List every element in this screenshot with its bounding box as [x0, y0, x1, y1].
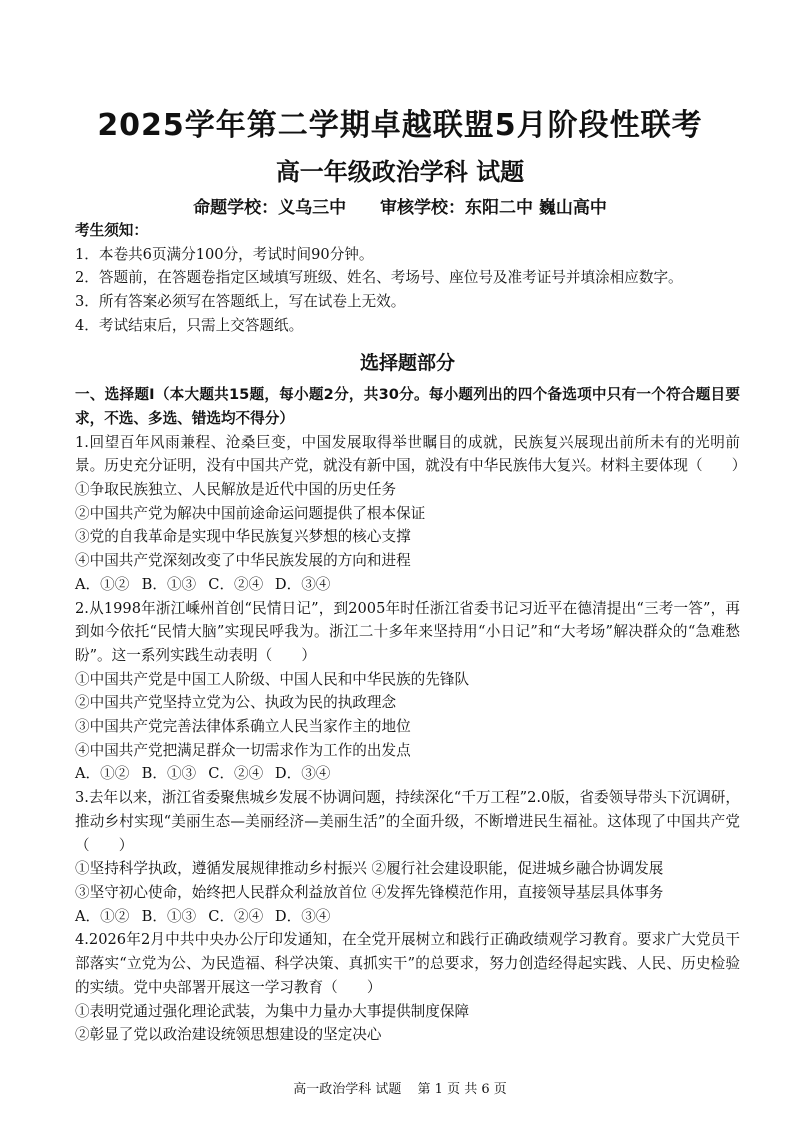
question-1-options — [75, 573, 740, 597]
question-1-statement: ②中国共产党为解决中国前途命运问题提供了根本保证 — [75, 504, 426, 522]
question-4-stem: 4.2026年2月中共中央办公厅印发通知，在全党开展树立和践行正确政绩观学习教育。要求广大党员干部落实“立党为公、为民造福、科学决策、真抓实干”的总要求，努力创造经得起实践、人民、历史检验的实绩。党中央部署开展这一学习教育（ ） — [75, 931, 740, 996]
option-b: B．①③ — [141, 765, 197, 783]
option-c: C．②④ — [208, 765, 264, 783]
section-title: 选择题部分 — [359, 351, 455, 374]
notice-heading: 考生须知： — [75, 222, 148, 239]
option-d: D．③④ — [274, 575, 331, 593]
option-d: D．③④ — [274, 765, 331, 783]
footer-page-number: 第 1 页 共 6 页 — [417, 1082, 507, 1097]
question-1-stem: 1.回望百年风雨兼程、沧桑巨变，中国发展取得举世瞩目的成就，民族复兴展现出前所未有的光明前景。历史充分证明，没有中国共产党，就没有新中国，就没有中华民族伟大复兴。材料主要体现（ ） — [75, 433, 747, 475]
question-2-statement: ③中国共产党完善法律体系确立人民当家作主的地位 — [75, 718, 411, 736]
option-b: B．①③ — [141, 575, 197, 593]
question-2-stem: 2.从1998年浙江嵊州首创“民情日记”，到2005年时任浙江省委书记习近平在德清提出“三考一答”，再到如今依托“民情大脑”实现民呼我为。浙江二十多年来坚持用“小日记”和“大考场”解决群众的“急难愁盼”。这一系列实践生动表明（ ） — [75, 599, 740, 664]
page-footer — [0, 1078, 800, 1097]
setter-school: 命题学校：义乌三中 — [193, 198, 347, 218]
reviewer-school: 审核学校：东阳二中 巍山高中 — [380, 198, 607, 218]
school-info — [0, 193, 800, 218]
notice-item: 2．答题前，在答题卷指定区域填写班级、姓名、考场号、座位号及准考证号并填涂相应数字。 — [75, 269, 683, 287]
question-2-options — [75, 762, 740, 786]
option-a: A．①② — [75, 765, 130, 783]
option-d: D．③④ — [274, 907, 331, 925]
exam-title: 2025学年第二学期卓越联盟5月阶段性联考 — [97, 108, 703, 143]
question-4-statement: ①表明党通过强化理论武装，为集中力量办大事提供制度保障 — [75, 1002, 470, 1020]
question-3-statement: ①坚持科学执政，遵循发展规律推动乡村振兴 ②履行社会建设职能，促进城乡融合协调发展 — [75, 860, 664, 878]
question-3-stem: 3.去年以来，浙江省委聚焦城乡发展不协调问题，持续深化“千万工程”2.0版，省委领导带头下沉调研，推动乡村实现“美丽生态—美丽经济—美丽生活”的全面升级，不断增进民生福祉。这体现了中国共产党（ ） — [75, 789, 740, 854]
option-b: B．①③ — [141, 907, 197, 925]
notice-item: 1．本卷共6页满分100分，考试时间90分钟。 — [75, 245, 374, 263]
question-1-statement: ③党的自我革命是实现中华民族复兴梦想的核心支撑 — [75, 528, 411, 546]
question-4-statement: ②彰显了党以政治建设统领思想建设的坚定决心 — [75, 1026, 382, 1044]
exam-subtitle: 高一年级政治学科 试题 — [275, 158, 525, 186]
exam-body — [75, 219, 747, 1047]
question-2-statement: ④中国共产党把满足群众一切需求作为工作的出发点 — [75, 741, 411, 759]
footer-subject: 高一政治学科 试题 — [293, 1082, 402, 1097]
question-1-statement: ①争取民族独立、人民解放是近代中国的历史任务 — [75, 481, 397, 499]
section-instruction: 一、选择题Ⅰ（本大题共15题，每小题2分，共30分。每小题列出的四个备选项中只有一个符合题目要求，不选、多选、错选均不得分） — [75, 386, 740, 427]
question-2-statement: ②中国共产党坚持立党为公、执政为民的执政理念 — [75, 694, 397, 712]
question-1-statement: ④中国共产党深刻改变了中华民族发展的方向和进程 — [75, 552, 411, 570]
notice-item: 4．考试结束后，只需上交答题纸。 — [75, 316, 304, 334]
option-a: A．①② — [75, 907, 130, 925]
option-a: A．①② — [75, 575, 130, 593]
option-c: C．②④ — [208, 907, 264, 925]
notice-item: 3．所有答案必须写在答题纸上，写在试卷上无效。 — [75, 293, 406, 311]
option-c: C．②④ — [208, 575, 264, 593]
question-3-options — [75, 905, 740, 929]
question-2-statement: ①中国共产党是中国工人阶级、中国人民和中华民族的先锋队 — [75, 670, 470, 688]
question-3-statement: ③坚守初心使命，始终把人民群众利益放首位 ④发挥先锋模范作用，直接领导基层具体事务 — [75, 883, 664, 901]
